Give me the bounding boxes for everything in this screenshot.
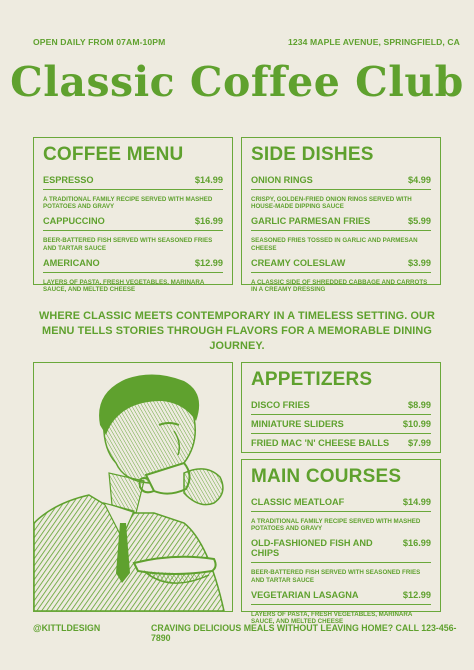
item-description: BEER-BATTERED FISH SERVED WITH SEASONED FRIES AND TARTAR SAUCE bbox=[251, 569, 421, 584]
side-dishes-heading: SIDE DISHES bbox=[251, 144, 374, 165]
man-drinking-coffee-illustration bbox=[34, 363, 232, 611]
menu-item bbox=[251, 419, 431, 434]
item-name: OLD-FASHIONED FISH AND CHIPS bbox=[251, 538, 373, 559]
item-description: LAYERS OF PASTA, FRESH VEGETABLES, MARINARA SAUCE, AND MELTED CHEESE bbox=[43, 278, 205, 294]
menu-item bbox=[251, 258, 431, 293]
item-price: $12.99 bbox=[194, 257, 223, 268]
illustration-panel bbox=[33, 362, 233, 612]
item-description: A CLASSIC SIDE OF SHREDDED CABBAGE AND CARROTS IN A CREAMY DRESSING bbox=[251, 278, 428, 294]
address: 1234 MAPLE AVENUE, SPRINGFIELD, CA bbox=[288, 37, 460, 47]
item-name: DISCO FRIES bbox=[251, 400, 310, 410]
main-courses-panel bbox=[241, 459, 441, 626]
item-price: $3.99 bbox=[408, 257, 431, 268]
item-price: $14.99 bbox=[194, 175, 223, 185]
item-name: MINIATURE SLIDERS bbox=[251, 419, 344, 429]
item-description: A TRADITIONAL FAMILY RECIPE SERVED WITH MASHED POTATOES AND GRAVY bbox=[251, 518, 421, 533]
item-price: $5.99 bbox=[408, 216, 431, 227]
call-to-action: CRAVING DELICIOUS MEALS WITHOUT LEAVING HOME? CALL 123-456-7890 bbox=[151, 623, 457, 643]
appetizers-heading: APPETIZERS bbox=[251, 369, 373, 390]
menu-item bbox=[43, 175, 223, 210]
opening-hours: OPEN DAILY FROM 07AM-10PM bbox=[33, 37, 166, 47]
item-price: $16.99 bbox=[194, 216, 223, 227]
item-price: $16.99 bbox=[402, 538, 431, 549]
item-name: FRIED MAC 'N' CHEESE BALLS bbox=[251, 438, 390, 448]
item-name: CLASSIC MEATLOAF bbox=[251, 497, 345, 507]
tagline: WHERE CLASSIC MEETS CONTEMPORARY IN A TIMELESS SETTING. OUR MENU TELLS STORIES THROUGH FLAVORS FOR A MEMORABLE DINING JOURNEY. bbox=[39, 310, 435, 352]
menu-item bbox=[251, 216, 431, 251]
item-name: AMERICANO bbox=[43, 257, 100, 268]
item-name: VEGETARIAN LASAGNA bbox=[251, 589, 359, 600]
item-description: LAYERS OF PASTA, FRESH VEGETABLES, MARINARA SAUCE, AND MELTED CHEESE bbox=[251, 610, 413, 626]
menu-item bbox=[43, 258, 223, 293]
item-price: $7.99 bbox=[408, 438, 431, 448]
coffee-menu-panel bbox=[33, 137, 233, 294]
side-dishes-panel bbox=[241, 137, 441, 294]
menu-item bbox=[251, 538, 431, 583]
appetizers-panel bbox=[241, 362, 441, 453]
menu-item bbox=[251, 497, 431, 532]
item-name: CAPPUCCINO bbox=[43, 216, 105, 227]
item-description: CRISPY, GOLDEN-FRIED ONION RINGS SERVED WITH HOUSE-MADE DIPPING SAUCE bbox=[251, 196, 412, 211]
item-price: $10.99 bbox=[402, 419, 431, 429]
menu-item bbox=[251, 175, 431, 210]
item-name: ESPRESSO bbox=[43, 175, 94, 185]
item-price: $8.99 bbox=[408, 400, 431, 410]
item-description: BEER-BATTERED FISH SERVED WITH SEASONED FRIES AND TARTAR SAUCE bbox=[43, 237, 213, 252]
item-name: GARLIC PARMESAN FRIES bbox=[251, 216, 371, 227]
item-name: ONION RINGS bbox=[251, 175, 313, 185]
menu-item bbox=[251, 400, 431, 415]
menu-item bbox=[43, 216, 223, 251]
social-handle: @KITTLDESIGN bbox=[33, 623, 101, 633]
main-courses-heading: MAIN COURSES bbox=[251, 466, 402, 487]
item-price: $4.99 bbox=[408, 175, 431, 185]
menu-item bbox=[251, 590, 431, 625]
item-price: $12.99 bbox=[402, 589, 431, 600]
item-description: A TRADITIONAL FAMILY RECIPE SERVED WITH MASHED POTATOES AND GRAVY bbox=[43, 196, 213, 211]
menu-item bbox=[251, 438, 431, 448]
item-name: CREAMY COLESLAW bbox=[251, 257, 346, 268]
page-title: Classic Coffee Club bbox=[10, 58, 464, 106]
item-price: $14.99 bbox=[402, 497, 431, 507]
item-description: SEASONED FRIES TOSSED IN GARLIC AND PARMESAN CHEESE bbox=[251, 237, 418, 252]
coffee-menu-heading: COFFEE MENU bbox=[43, 144, 184, 165]
